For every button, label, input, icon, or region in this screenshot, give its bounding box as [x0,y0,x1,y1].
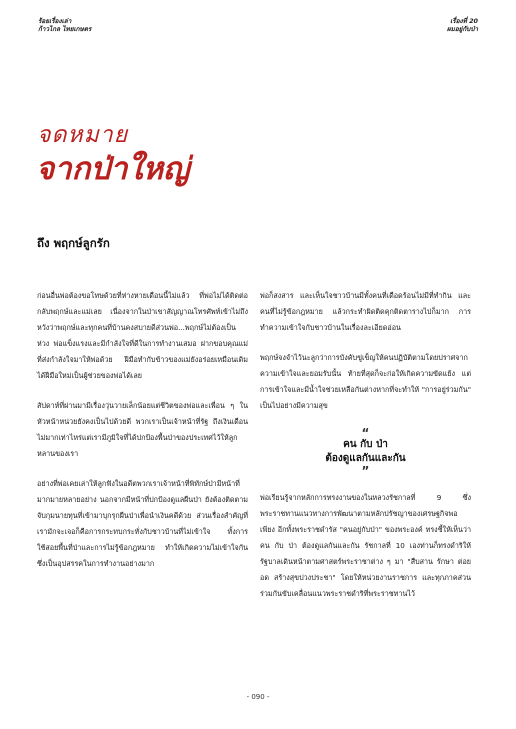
body-paragraph: สัปดาห์ที่ผ่านมามีเรื่องวุ่นวายเล็กน้อยแต่ชีวิตของพ่อและเพื่อน ๆ ในหัวหน้าหน่วยยังคงเป็นไปด้วยดี พวกเราเป็นเจ้าหน้าที่รัฐ ถึงเงินเดือนไม่มากเท่าไหร่แต่เรามีภูมิใจที่ได้ปกป้องพื้นป่าของประเทศไว้ให้ลูกหลานของเรา [37,401,248,458]
story-title: ผมอยู่กับป่า [446,25,478,33]
close-quote-mark: ” [361,464,370,478]
letter-salutation: ถึง พฤกษ์ลูกรัก [37,236,110,250]
page-number: - 090 - [246,693,270,701]
title-line-1: จดหมาย [37,122,129,148]
open-quote-mark: “ [361,426,370,440]
series-subtitle: ก้าวไกล ไทยเกษตร [38,25,92,33]
running-header-right [447,17,478,33]
body-paragraph: พ่อเรียนรู้จากหลักการทรงงานของในหลวงรัชกาลที่ 9 ซึ่งพระราชทานแนวทางการพัฒนาตามหลักปรัชญาของเศรษฐกิจพอเพียง อีกทั้งพระราชดำรัส "คนอยู่กับป่า" ของพระองค์ ทรงชี้ให้เห็นว่า คน กับ ป่า ต้องดูแลกันและกัน รัชกาลที่ 10 เองท่านก็ทรงดำริให้รัฐบาลเดินหน้าตามศาสตร์พระราชาต่าง ๆ มา "สืบสาน รักษา ต่อยอด สร้างสุขปวงประชา" โดยให้หน่วยงานราชการ และทุกภาคส่วนร่วมกันขับเคลื่อนแนวพระราชดำริที่พระราชทานไว้ [260,493,471,598]
body-paragraph: อย่างที่พ่อเคยเล่าให้ลูกฟังในอดีตพวกเราเจ้าหน้าที่พิทักษ์ป่ามีหน้าที่มากมายหลายอย่าง นอกจากมีหน้าที่ปกป้องดูแลผืนป่า ยังต้องติดตามจับกุมนายทุนที่เข้ามาบุกรุกผืนป่าเพื่อนำเงินคดีด้วย ส่วนเรื่องสำคัญที่เรามักจะเจอก็คือการกระทบกระทั่งกับชาวบ้านที่ไม่เข้าใจ ทั้งการใช้สอยพื้นที่ป่าและการไม่รู้ข้อกฎหมาย ทำให้เกิดความไม่เข้าใจกัน ซึ่งเป็นอุปสรรคในการทำงานอย่างมาก [37,479,248,568]
pull-quote-line-1: คน กับ ป่า [343,439,388,450]
body-paragraph: พ่อก็สงสาร และเห็นใจชาวบ้านมีทั้งคนที่เดือดร้อนไม่มีที่ทำกิน และคนที่ไม่รู้ข้อกฎหมาย แล้วกระทำผิดติดคุกติดตารางไปก็มาก การทำความเข้าใจกับชาวบ้านในเรื่องละเอียดอ่อน [260,291,471,332]
pull-quote-line-2: ต้องดูแลกันและกัน [325,453,406,464]
body-paragraph: ก่อนอื่นพ่อต้องขอโทษด้วยที่ห่างหายเดือนนี้ไม่แล้ว ที่พ่อไม่ได้ติดต่อกลับพฤกษ์และแม่เลย เนื่องจากในป่าเขาสัญญาณโทรศัพท์เข้าไม่ถึง หวังว่าพฤกษ์และทุกคนที่บ้านคงสบายดีส่วนพ่อ...พฤกษ์ไม่ต้องเป็นห่วง พ่อแข็งแรงและมีกำลังใจที่ดีในการทำงานเสมอ ฝากขอบคุณแม่ที่ส่งกำลังใจมาให้พ่อด้วย ฝีมือทำกับข้าวของแม่ยังอร่อยเหมือนเดิม ได้ฝีมือใหม่เป็นผู้ช่วยของพ่อได้เลย [37,291,248,380]
left-column [37,288,248,586]
running-header-left [38,17,91,33]
title-line-2: จากป่าใหญ่ [36,151,190,187]
story-number: เรื่องที่ 20 [450,17,478,25]
pull-quote [260,428,471,476]
right-column [260,288,471,616]
series-title: ร้อยเรื่องเล่า [38,17,72,25]
body-paragraph: พฤกษ์จงจำไว้นะลูกว่าการบังคับขู่เข็ญให้คนปฏิบัติตามโดยปราศจากความเข้าใจและยอมรับนั้น ท้ายที่สุดก็จะก่อให้เกิดความขัดแย้ง แต่การเข้าใจและมีน้ำใจช่วยเหลือกันต่างหากที่จะทำให้ "การอยู่ร่วมกัน" เป็นไปอย่างมีความสุข [260,353,471,410]
